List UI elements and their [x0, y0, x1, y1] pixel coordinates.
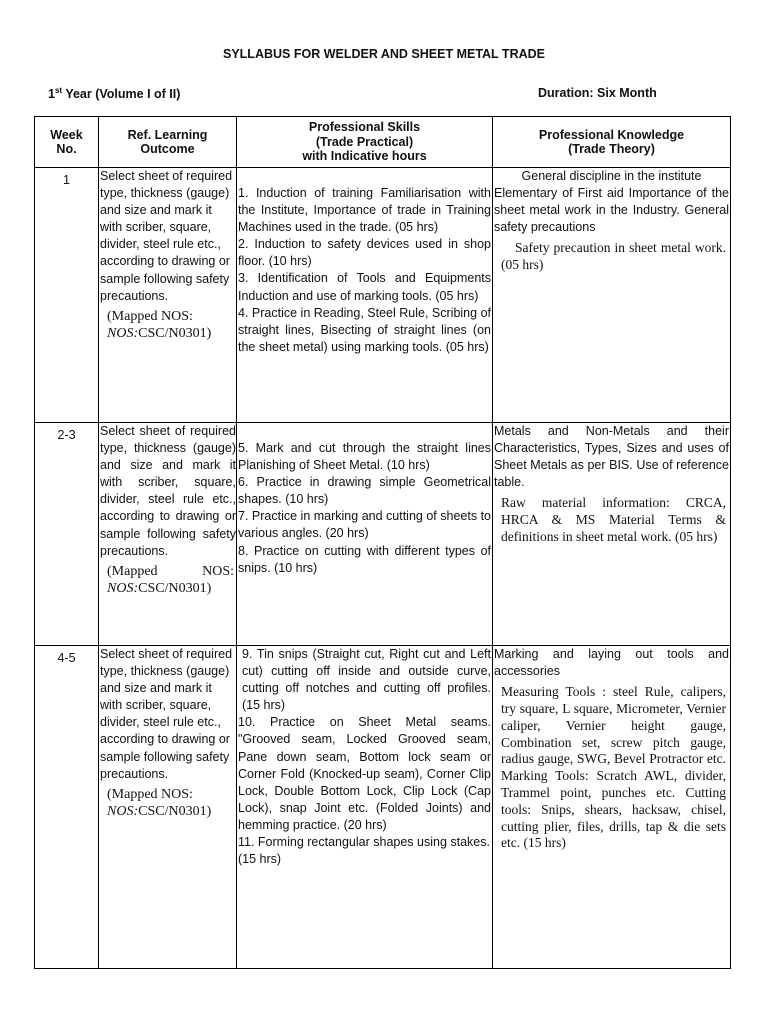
header-week-line1: Week [50, 127, 83, 142]
duration-label: Duration: Six Month [538, 86, 657, 100]
professional-skills-cell [237, 423, 493, 646]
skill-item: 10. Practice on Sheet Metal seams. "Grooved seam, Locked Grooved seam, Pane down seam, Bottom lock seam or Corner Fold (Knocked-up seam), Corner Clip Lock, Double Bottom Lock, Clip Lock (Cap Lock), snap Joint etc. (Folded Joints) and hemming practice. (20 hrs) [238, 715, 491, 832]
mapped-nos [99, 786, 236, 820]
skill-item: 4. Practice in Reading, Steel Rule, Scribing of straight lines, Bisecting of straight lines (on the sheet metal) using marking tools. (05 hrs) [238, 305, 491, 354]
week-number: 1 [63, 173, 70, 187]
table-row [35, 646, 731, 969]
mapped-nos-italic: NOS: [107, 325, 139, 341]
knowledge-text: Elementary of First aid Importance of the sheet metal work in the Industry. General safety precautions [494, 186, 729, 235]
mapped-nos [99, 308, 236, 342]
learning-outcome-cell [99, 646, 237, 969]
learning-outcome-cell [99, 168, 237, 423]
header-knowledge-line1: Professional Knowledge [538, 127, 685, 142]
skill-item: 5. Mark and cut through the straight lines Planishing of Sheet Metal. (10 hrs) [238, 441, 491, 473]
syllabus-table [34, 116, 731, 969]
header-professional-knowledge [493, 117, 731, 168]
header-week-line2: No. [56, 142, 77, 156]
learning-outcome-cell [99, 423, 237, 646]
knowledge-text-serif: Measuring Tools : steel Rule, calipers, try square, L square, Micrometer, Vernier caliper, Vernier height gauge, Combination set, screw pitch gauge, radius gauge, SWG, Bevel Protractor etc. Marking Tools: Scratch AWL, divider, Trammel point, punches etc. Cutting tools: Snips, shears, hacksaw, chisel, cutting plier, files, drills, tap & die sets etc. (15 hrs) [501, 684, 726, 851]
mapped-nos-prefix: (Mapped NOS: [107, 786, 193, 802]
skill-item: 9. Tin snips (Straight cut, Right cut and Left cut) cutting off inside and outside curve, cutting off notches and cutting off profiles. (15 hrs) [242, 647, 491, 713]
skill-item: 2. Induction to safety devices used in shop floor. (10 hrs) [238, 237, 491, 269]
professional-skills-cell [237, 646, 493, 969]
header-skills-line1: Professional Skills [308, 120, 421, 135]
skill-item: 1. Induction of training Familiarisation with the Institute, Importance of trade in Training Machines used in the trade. (05 hrs) [238, 186, 491, 235]
week-number: 2-3 [57, 428, 76, 442]
mapped-nos-code: CSC/N0301) [138, 803, 212, 819]
header-outcome-line2: Outcome [140, 142, 195, 156]
mapped-nos-code: CSC/N0301) [138, 325, 212, 341]
header-skills-line3: with Indicative hours [302, 149, 427, 164]
header-skills-line2: (Trade Practical) [315, 134, 414, 149]
year-volume-text: Year (Volume I of II) [62, 87, 181, 102]
learning-outcome-text: Select sheet of required type, thickness (gauge) and size and mark it with scriber, square, divider, steel rule etc., according to drawing or sample following safety precautions. [100, 169, 233, 303]
year-ordinal-suffix: st [54, 86, 63, 95]
table-header-row [35, 117, 731, 168]
knowledge-text: Marking and laying out tools and accessories [494, 647, 729, 679]
knowledge-text: Metals and Non-Metals and their Characteristics, Types, Sizes and uses of Sheet Metals as per BIS. Use of reference table. [494, 424, 729, 490]
week-number-cell [35, 423, 99, 646]
skill-item: 3. Identification of Tools and Equipments Induction and use of marking tools. (05 hrs) [238, 271, 491, 303]
week-number-cell [35, 646, 99, 969]
knowledge-heading-line: General discipline in the institute [521, 169, 702, 183]
skill-item: 11. Forming rectangular shapes using stakes. (15 hrs) [238, 835, 490, 867]
professional-skills-cell [237, 168, 493, 423]
week-number-cell [35, 168, 99, 423]
professional-knowledge-cell [493, 168, 731, 423]
mapped-nos [99, 563, 236, 597]
knowledge-text-serif: Raw material information: CRCA, HRCA & MS Material Terms & definitions in sheet metal work. (05 hrs) [501, 495, 726, 544]
mapped-nos-prefix: (Mapped NOS: [107, 308, 193, 324]
table-row [35, 168, 731, 423]
mapped-nos-prefix: (Mapped NOS: [107, 563, 234, 579]
mapped-nos-code: CSC/N0301) [138, 580, 212, 596]
professional-knowledge-cell [493, 423, 731, 646]
header-outcome-line1: Ref. Learning [127, 127, 208, 142]
learning-outcome-text: Select sheet of required type, thickness (gauge) and size and mark it with scriber, square, divider, steel rule etc., according to drawing or sample following safety precautions. [100, 647, 233, 781]
knowledge-text-serif: Safety precaution in sheet metal work. (05 hrs) [501, 240, 726, 273]
skill-item: 8. Practice on cutting with different types of snips. (10 hrs) [238, 543, 491, 575]
mapped-nos-italic: NOS: [107, 580, 139, 596]
mapped-nos-italic: NOS: [107, 803, 139, 819]
header-learning-outcome [99, 117, 237, 168]
table-row [35, 423, 731, 646]
week-number: 4-5 [57, 651, 76, 665]
year-volume-label [48, 86, 180, 101]
skill-item: 7. Practice in marking and cutting of sheets to various angles. (20 hrs) [238, 509, 491, 541]
professional-knowledge-cell [493, 646, 731, 969]
document-title: SYLLABUS FOR WELDER AND SHEET METAL TRADE [223, 47, 545, 61]
learning-outcome-text: Select sheet of required type, thickness (gauge) and size and mark it with scriber, square, divider, steel rule etc., according to drawing or sample following safety precautions. [100, 424, 236, 558]
year-number: 1 [48, 87, 55, 102]
header-knowledge-line2: (Trade Theory) [568, 142, 655, 156]
skill-item: 6. Practice in drawing simple Geometrical shapes. (10 hrs) [238, 475, 491, 507]
header-professional-skills [237, 117, 493, 168]
header-week-no [35, 117, 99, 168]
